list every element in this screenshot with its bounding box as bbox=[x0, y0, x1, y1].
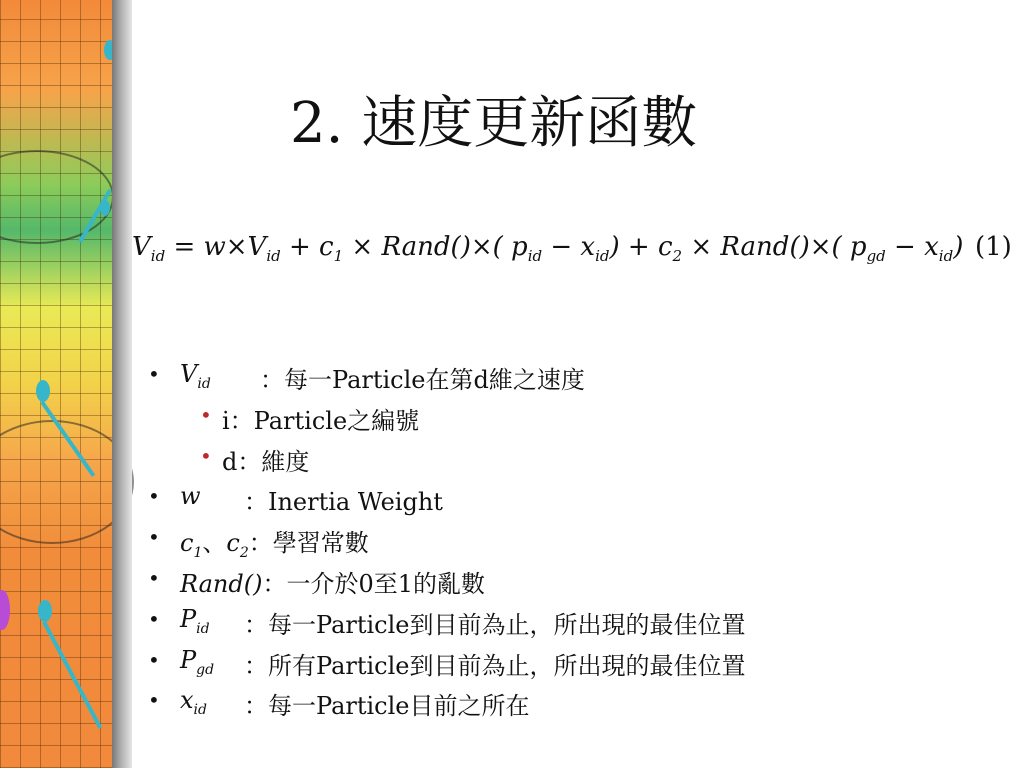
bullet: • bbox=[148, 647, 160, 672]
sub-bullet: • bbox=[200, 443, 212, 468]
list-item bbox=[148, 564, 908, 605]
velocity-update-equation: $V_{id} = w\times V_{id} + c_1$ × Rand()×( $p_{id} - x_{id}) + c_2$ × Rand()×( $p_{gd} - x_{id}$) bbox=[132, 232, 964, 266]
list-item bbox=[148, 482, 908, 523]
list-item bbox=[148, 523, 908, 564]
symbol-x-id: $x_{id}$ bbox=[180, 686, 207, 719]
definition-list bbox=[148, 360, 908, 727]
sub-list-item bbox=[148, 442, 908, 483]
definition-text: ：每一Particle目前之所在 bbox=[244, 692, 530, 721]
bullet: • bbox=[148, 362, 160, 386]
symbol-p-gd: $P_{gd}$ bbox=[180, 645, 215, 678]
definition-text: ：Inertia Weight bbox=[244, 488, 443, 517]
list-item bbox=[148, 360, 908, 401]
symbol-c1-c2: $c_1$、$c_2$ bbox=[180, 529, 249, 561]
list-item bbox=[148, 646, 908, 687]
sub-bullet: • bbox=[200, 402, 212, 427]
list-item bbox=[148, 605, 908, 646]
bullet: • bbox=[148, 688, 160, 713]
bullet: • bbox=[148, 606, 160, 631]
equation-number: (1) bbox=[975, 232, 1012, 262]
side-image-shadow bbox=[112, 0, 132, 768]
definition-text: ：學習常數 bbox=[248, 529, 369, 558]
slide-title: 2. 速度更新函數 bbox=[290, 91, 698, 156]
definition-text: ：一介於0至1的亂數 bbox=[262, 569, 486, 598]
definition-text: ：所有Particle到目前為止，所出現的最佳位置 bbox=[244, 651, 746, 680]
definition-text: ：每一Particle在第d維之速度 bbox=[260, 366, 585, 394]
bullet: • bbox=[148, 525, 160, 550]
symbol-rand: Rand() bbox=[180, 569, 263, 598]
decorative-side-image bbox=[0, 0, 118, 768]
bullet: • bbox=[148, 484, 160, 509]
symbol-w: w bbox=[180, 482, 201, 511]
sub-list-item bbox=[148, 401, 908, 442]
symbol-p-id: $P_{id}$ bbox=[180, 604, 210, 637]
bullet: • bbox=[148, 565, 160, 590]
list-item bbox=[148, 686, 908, 727]
definition-text: ：每一Particle到目前為止，所出現的最佳位置 bbox=[244, 610, 746, 639]
symbol-v-id: $V_{id}$ bbox=[180, 360, 211, 392]
sub-item-text: d：維度 bbox=[222, 447, 310, 476]
sub-item-text: i：Particle之編號 bbox=[222, 406, 420, 435]
